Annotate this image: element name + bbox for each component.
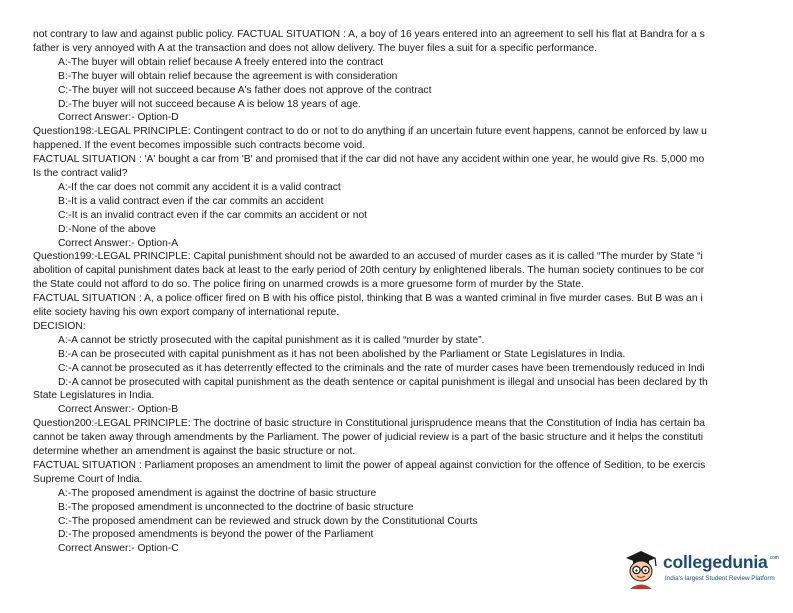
student-mascot-icon	[620, 546, 662, 590]
text-line: the State could not afford to do so. The police firing on unarmed crowds is a more gruesome form of murder by the State.	[33, 279, 584, 291]
text-line: State Legislatures in India.	[33, 390, 155, 402]
text-line: A:-The proposed amendment is against the doctrine of basic structure	[58, 487, 377, 499]
text-line: Question199:-LEGAL PRINCIPLE: Capital punishment should not be awarded to an accused of murder cases as it is called “The murder by State “i	[33, 251, 703, 263]
text-line: FACTUAL SITUATION : A, a police officer fired on B with his office pistol, thinking that B was a wanted criminal in five murder cases. But B was an i	[33, 293, 703, 305]
text-line: C:-The buyer will not succeed because A's father does not approve of the contract	[58, 84, 432, 96]
text-line: FACTUAL SITUATION : 'A' bought a car from 'B' and promised that if the car did not have any accident within one year, he would give Rs. 5,000 mo	[33, 154, 705, 166]
text-line: Question200:-LEGAL PRINCIPLE: The doctrine of basic structure in Constitutional jurisprudence means that the Constitution of India has certain ba	[33, 418, 705, 430]
text-line: D:-A cannot be prosecuted with capital punishment as the death sentence or capital punishment is illegal and unsocial has been declared by th	[58, 376, 708, 388]
text-line: B:-The buyer will obtain relief because the agreement is with consideration	[58, 70, 398, 82]
text-line: abolition of capital punishment dates back at least to the early period of 20th century by enlightened liberals. The human society continues to be cor	[33, 265, 705, 277]
text-line: Correct Answer:- Option-C	[58, 543, 179, 555]
text-line: Correct Answer:- Option-A	[58, 237, 179, 249]
text-line: FACTUAL SITUATION : Parliament proposes an amendment to limit the power of appeal against conviction for the offence of Sedition, to be exercis	[33, 459, 706, 471]
logo-tagline: India's largest Student Review Platform	[665, 575, 775, 582]
text-line: B:-A can be prosecuted with capital punishment as it has not been abolished by the Parliament or State Legislatures in India.	[58, 348, 626, 360]
text-line: Correct Answer:- Option-D	[58, 112, 179, 124]
text-line: A:-If the car does not commit any accident it is a valid contract	[58, 181, 341, 193]
text-line: not contrary to law and against public policy. FACTUAL SITUATION : A, a boy of 16 years entered into an agreement to sell his flat at Bandra for a s	[33, 29, 705, 40]
logo-wordmark	[663, 552, 779, 573]
text-line: Is the contract valid?	[33, 168, 128, 179]
text-line: elite society having his own export company of international repute.	[33, 307, 340, 318]
text-line: C:-It is an invalid contract even if the car commits an accident or not	[58, 209, 368, 221]
text-line: DECISION:	[33, 320, 86, 332]
text-line: A:-The buyer will obtain relief because A freely entered into the contract	[58, 56, 384, 68]
text-line: father is very annoyed with A at the transaction and does not allow delivery. The buyer files a suit for a specific performance.	[33, 42, 597, 54]
collegedunia-logo	[620, 546, 790, 590]
logo-name-text: collegedunia	[663, 552, 768, 572]
text-line: Question198:-LEGAL PRINCIPLE: Contingent contract to do or not to do anything if an uncertain future event happens, cannot be enforced by law u	[33, 126, 707, 138]
logo-domain-suffix: .com	[768, 555, 779, 561]
text-line: D:-The proposed amendments is beyond the power of the Parliament	[58, 529, 374, 541]
text-line: C:-The proposed amendment can be reviewed and struck down by the Constitutional Courts	[58, 515, 478, 527]
text-line: determine whether an amendment is against the basic structure or not.	[33, 446, 356, 457]
text-line: A:-A cannot be strictly prosecuted with the capital punishment as it is called “murder by state”.	[58, 334, 485, 346]
text-line: Supreme Court of India.	[33, 473, 143, 485]
text-line: D:-The buyer will not succeed because A is below 18 years of age.	[58, 98, 361, 110]
text-line: C:-A cannot be prosecuted as it has deterrently effected to the criminals and the rate of murder cases have been tremendously reduced in Indi	[58, 362, 705, 374]
text-line: D:-None of the above	[58, 223, 156, 235]
text-line: Correct Answer:- Option-B	[58, 404, 179, 416]
text-line: B:-It is a valid contract even if the car commits an accident	[58, 195, 324, 207]
text-line: B:-The proposed amendment is unconnected to the doctrine of basic structure	[58, 501, 414, 513]
text-line: cannot be taken away through amendments by the Parliament. The power of judicial review is a part of the basic structure and it helps the constituti	[33, 432, 704, 444]
text-line: happened. If the event becomes impossible such contracts become void.	[33, 140, 365, 152]
